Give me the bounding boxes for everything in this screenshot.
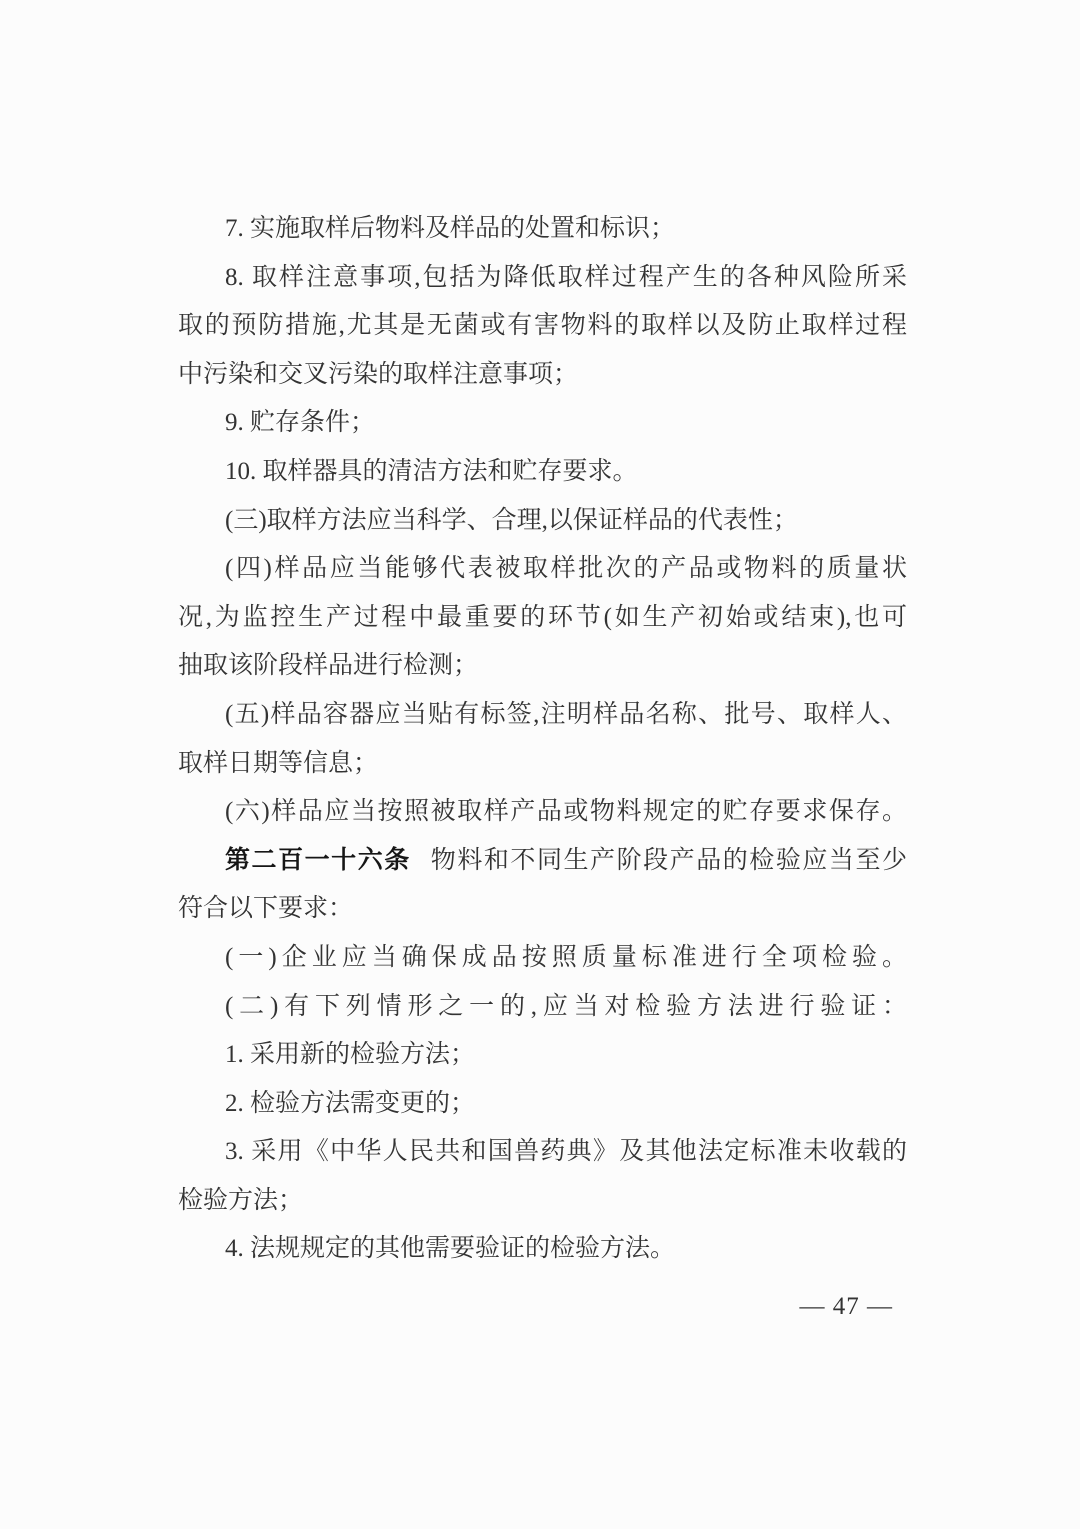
text-line: (五)样品容器应当贴有标签,注明样品名称、批号、取样人、 <box>225 700 907 728</box>
text-block <box>178 205 907 1274</box>
text-line: 8. 取样注意事项,包括为降低取样过程产生的各种风险所采 <box>225 263 907 291</box>
text-line: 第二百一十六条 物料和不同生产阶段产品的检验应当至少 <box>225 846 907 874</box>
text-line: 9. 贮存条件； <box>225 409 376 437</box>
text-line: 1. 采用新的检验方法； <box>225 1041 476 1069</box>
text-line: (一)企业应当确保成品按照质量标准进行全项检验。 <box>225 943 907 971</box>
text-line: 4. 法规规定的其他需要验证的检验方法。 <box>225 1235 676 1263</box>
text-line: (四)样品应当能够代表被取样批次的产品或物料的质量状 <box>225 555 907 583</box>
text-line: 符合以下要求： <box>178 895 354 923</box>
text-line: (二)有下列情形之一的,应当对检验方法进行验证： <box>225 992 907 1020</box>
article-number: 第二百一十六条 <box>225 846 411 874</box>
text-line: 3. 采用《中华人民共和国兽药典》及其他法定标准未收载的 <box>225 1138 907 1166</box>
text-line: 检验方法； <box>178 1186 304 1214</box>
text-line: 中污染和交叉污染的取样注意事项； <box>178 360 579 388</box>
text-line: 抽取该阶段样品进行检测； <box>178 652 479 680</box>
text-line: 取的预防措施,尤其是无菌或有害物料的取样以及防止取样过程 <box>178 312 907 340</box>
text-line: 10. 取样器具的清洁方法和贮存要求。 <box>225 457 638 485</box>
text-line: (六)样品应当按照被取样产品或物料规定的贮存要求保存。 <box>225 798 907 826</box>
text-line: 7. 实施取样后物料及样品的处置和标识； <box>225 215 676 242</box>
text-line: (三)取样方法应当科学、合理,以保证样品的代表性； <box>225 506 798 534</box>
page-number: — 47 — <box>799 1293 893 1320</box>
text-line: 2. 检验方法需变更的； <box>225 1089 476 1117</box>
text-line: 取样日期等信息； <box>178 749 379 777</box>
text-line: 况,为监控生产过程中最重要的环节(如生产初始或结束),也可 <box>178 603 907 631</box>
